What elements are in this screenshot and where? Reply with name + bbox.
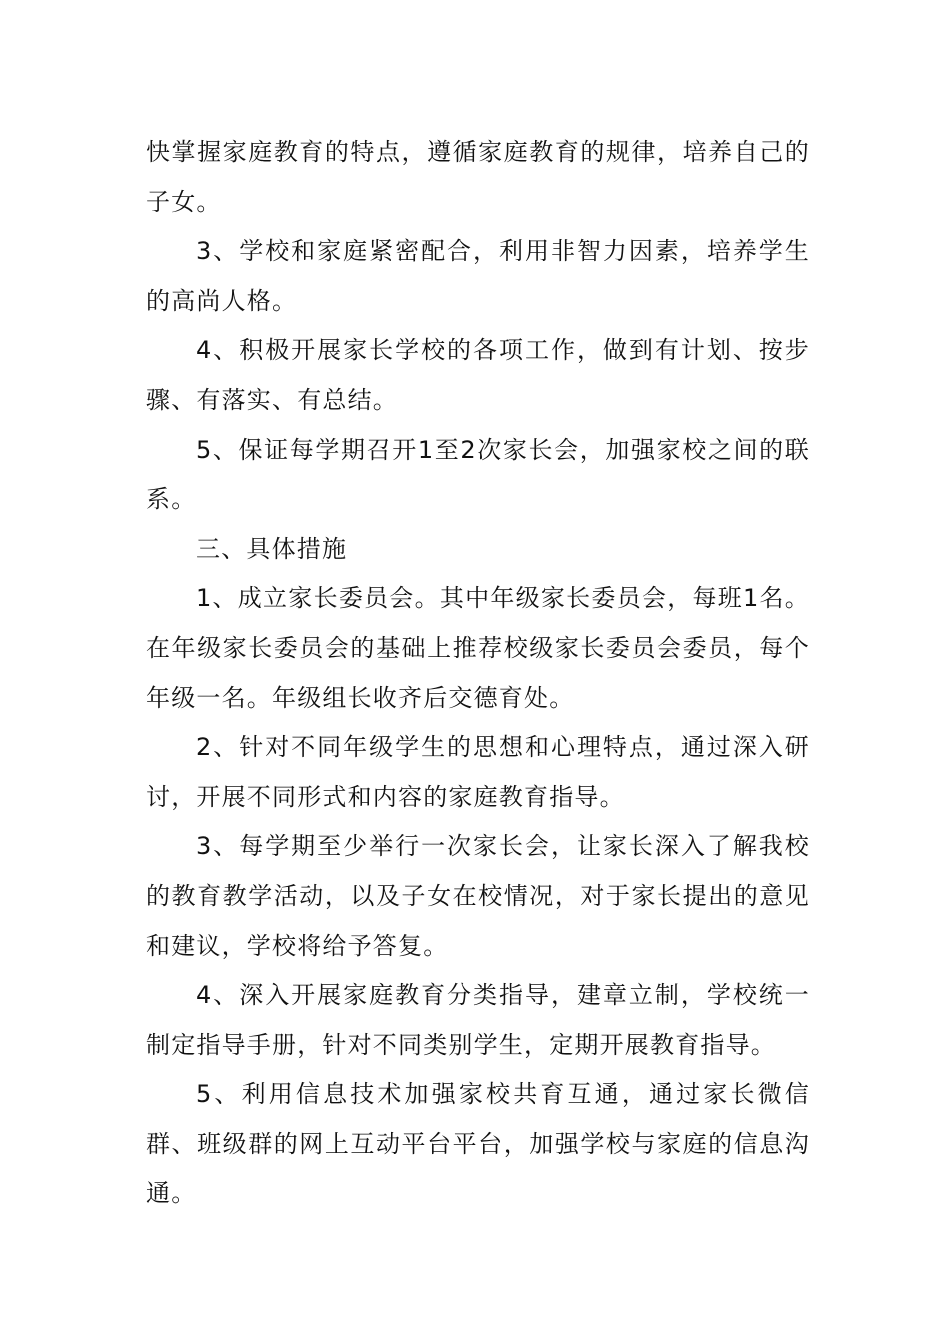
paragraph-item-4: 4、积极开展家长学校的各项工作，做到有计划、按步骤、有落实、有总结。 (146, 336, 810, 414)
measure-item-1: 1、成立家长委员会。其中年级家长委员会，每班1名。在年级家长委员会的基础上推荐校级家长委员会委员，每个年级一名。年级组长收齐后交德育处。 (146, 584, 810, 712)
paragraph-item-3: 3、学校和家庭紧密配合，利用非智力因素，培养学生的高尚人格。 (146, 237, 810, 315)
section-heading-measures: 三、具体措施 (196, 534, 348, 563)
measure-item-2: 2、针对不同年级学生的思想和心理特点，通过深入研讨，开展不同形式和内容的家庭教育指导。 (146, 733, 810, 811)
paragraph-continuation: 快掌握家庭教育的特点，遵循家庭教育的规律，培养自己的子女。 (146, 138, 810, 216)
measure-item-5: 5、利用信息技术加强家校共育互通，通过家长微信群、班级群的网上互动平台平台，加强学校与家庭的信息沟通。 (146, 1080, 810, 1208)
measure-item-3: 3、每学期至少举行一次家长会，让家长深入了解我校的教育教学活动，以及子女在校情况，对于家长提出的意见和建议，学校将给予答复。 (146, 832, 810, 960)
measure-item-4: 4、深入开展家庭教育分类指导，建章立制，学校统一制定指导手册，针对不同类别学生，定期开展教育指导。 (146, 981, 810, 1059)
document-body (146, 128, 810, 1219)
paragraph-item-5: 5、保证每学期召开1至2次家长会，加强家校之间的联系。 (146, 435, 810, 514)
